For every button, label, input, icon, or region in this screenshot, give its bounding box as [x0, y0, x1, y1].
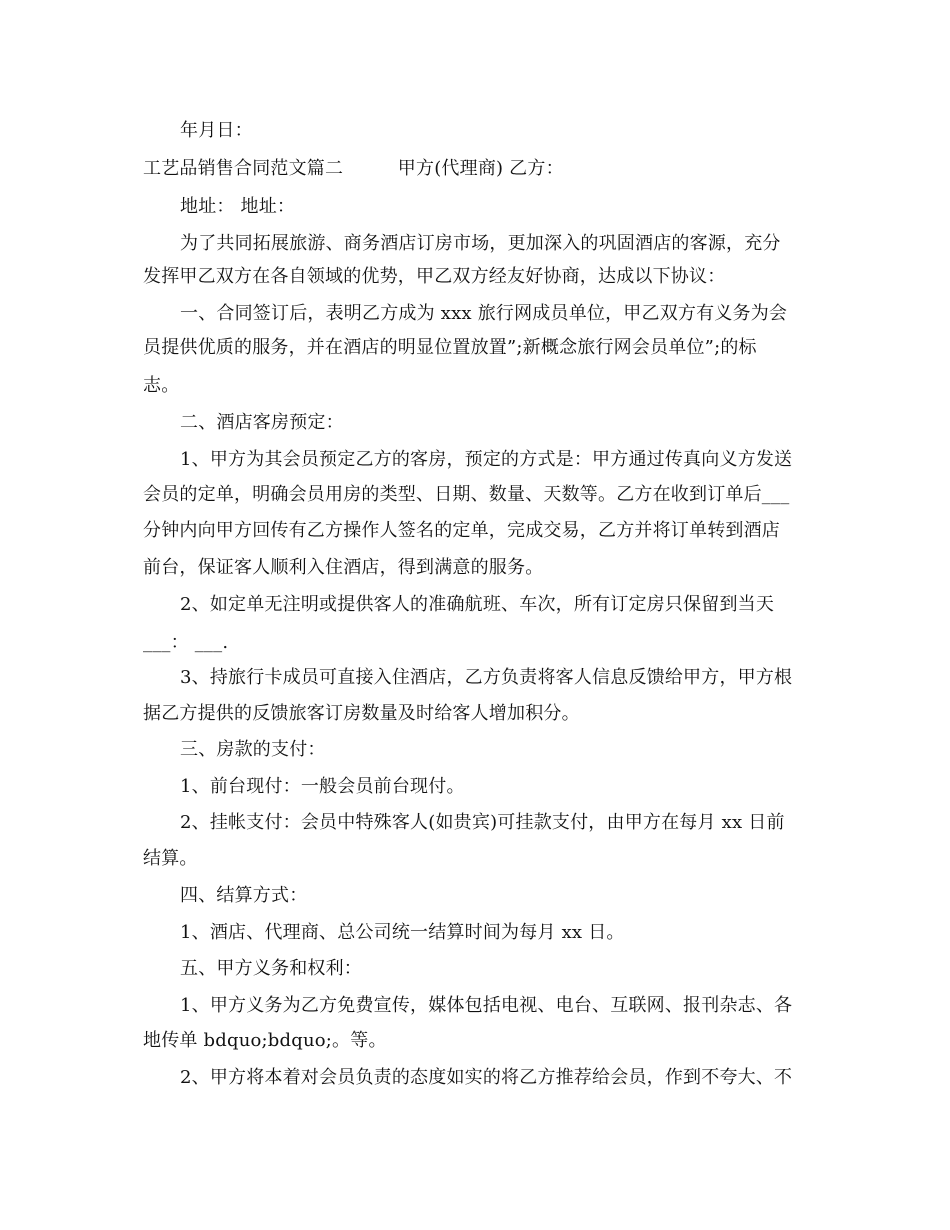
text-line: 1、酒店、代理商、总公司统一结算时间为每月 xx 日。 [180, 922, 625, 943]
text-line: 1、甲方为其会员预定乙方的客房，预定的方式是：甲方通过传真向义方发送 [180, 449, 793, 470]
text-line: 志。 [143, 375, 180, 396]
text-line: 会员的定单，明确会员用房的类型、日期、数量、天数等。乙方在收到订单后___ [143, 484, 790, 505]
text-line: 结算。 [143, 848, 198, 869]
text-line: 地传单 bdquo;bdquo;。等。 [143, 1030, 387, 1051]
text-line: 2、甲方将本着对会员负责的态度如实的将乙方推荐给会员，作到不夸大、不 [180, 1067, 793, 1088]
text-line: 前台，保证客人顺利入住酒店，得到满意的服务。 [143, 557, 544, 578]
text-line: 年月日： [180, 120, 253, 141]
text-line: 1、甲方义务为乙方免费宣传，媒体包括电视、电台、互联网、报刊杂志、各 [180, 995, 793, 1016]
text-line: 发挥甲乙双方在各自领域的优势，甲乙双方经友好协商，达成以下协议： [143, 266, 726, 287]
text-line: 为了共同拓展旅游、商务酒店订房市场，更加深入的巩固酒店的客源，充分 [180, 233, 781, 254]
text-line: 地址： 地址： [180, 196, 296, 217]
text-line: 据乙方提供的反馈旅客订房数量及时给客人增加积分。 [143, 703, 580, 724]
text-line: 二、酒店客房预定： [180, 412, 344, 433]
text-line: ___： ___. [143, 632, 229, 653]
text-line: 1、前台现付：一般会员前台现付。 [180, 776, 465, 797]
text-line: 员提供优质的服务，并在酒店的明显位置放置”;新概念旅行网会员单位”;的标 [143, 337, 757, 358]
text-line: 五、甲方义务和权利： [180, 958, 362, 979]
text-line: 2、如定单无注明或提供客人的准确航班、车次，所有订定房只保留到当天 [180, 594, 775, 615]
text-line: 一、合同签订后，表明乙方成为 xxx 旅行网成员单位，甲乙双方有义务为会 [180, 303, 788, 324]
text-line: 分钟内向甲方回传有乙方操作人签名的定单，完成交易，乙方并将订单转到酒店 [143, 520, 780, 541]
text-line: 四、结算方式： [180, 885, 308, 906]
text-line: 三、房款的支付： [180, 739, 326, 760]
text-line: 2、挂帐支付：会员中特殊客人(如贵宾)可挂款支付，由甲方在每月 xx 日前 [180, 812, 785, 833]
text-line: 3、持旅行卡成员可直接入住酒店，乙方负责将客人信息反馈给甲方，甲方根 [180, 667, 793, 688]
text-line: 工艺品销售合同范文篇二 甲方(代理商) 乙方： [143, 158, 564, 179]
